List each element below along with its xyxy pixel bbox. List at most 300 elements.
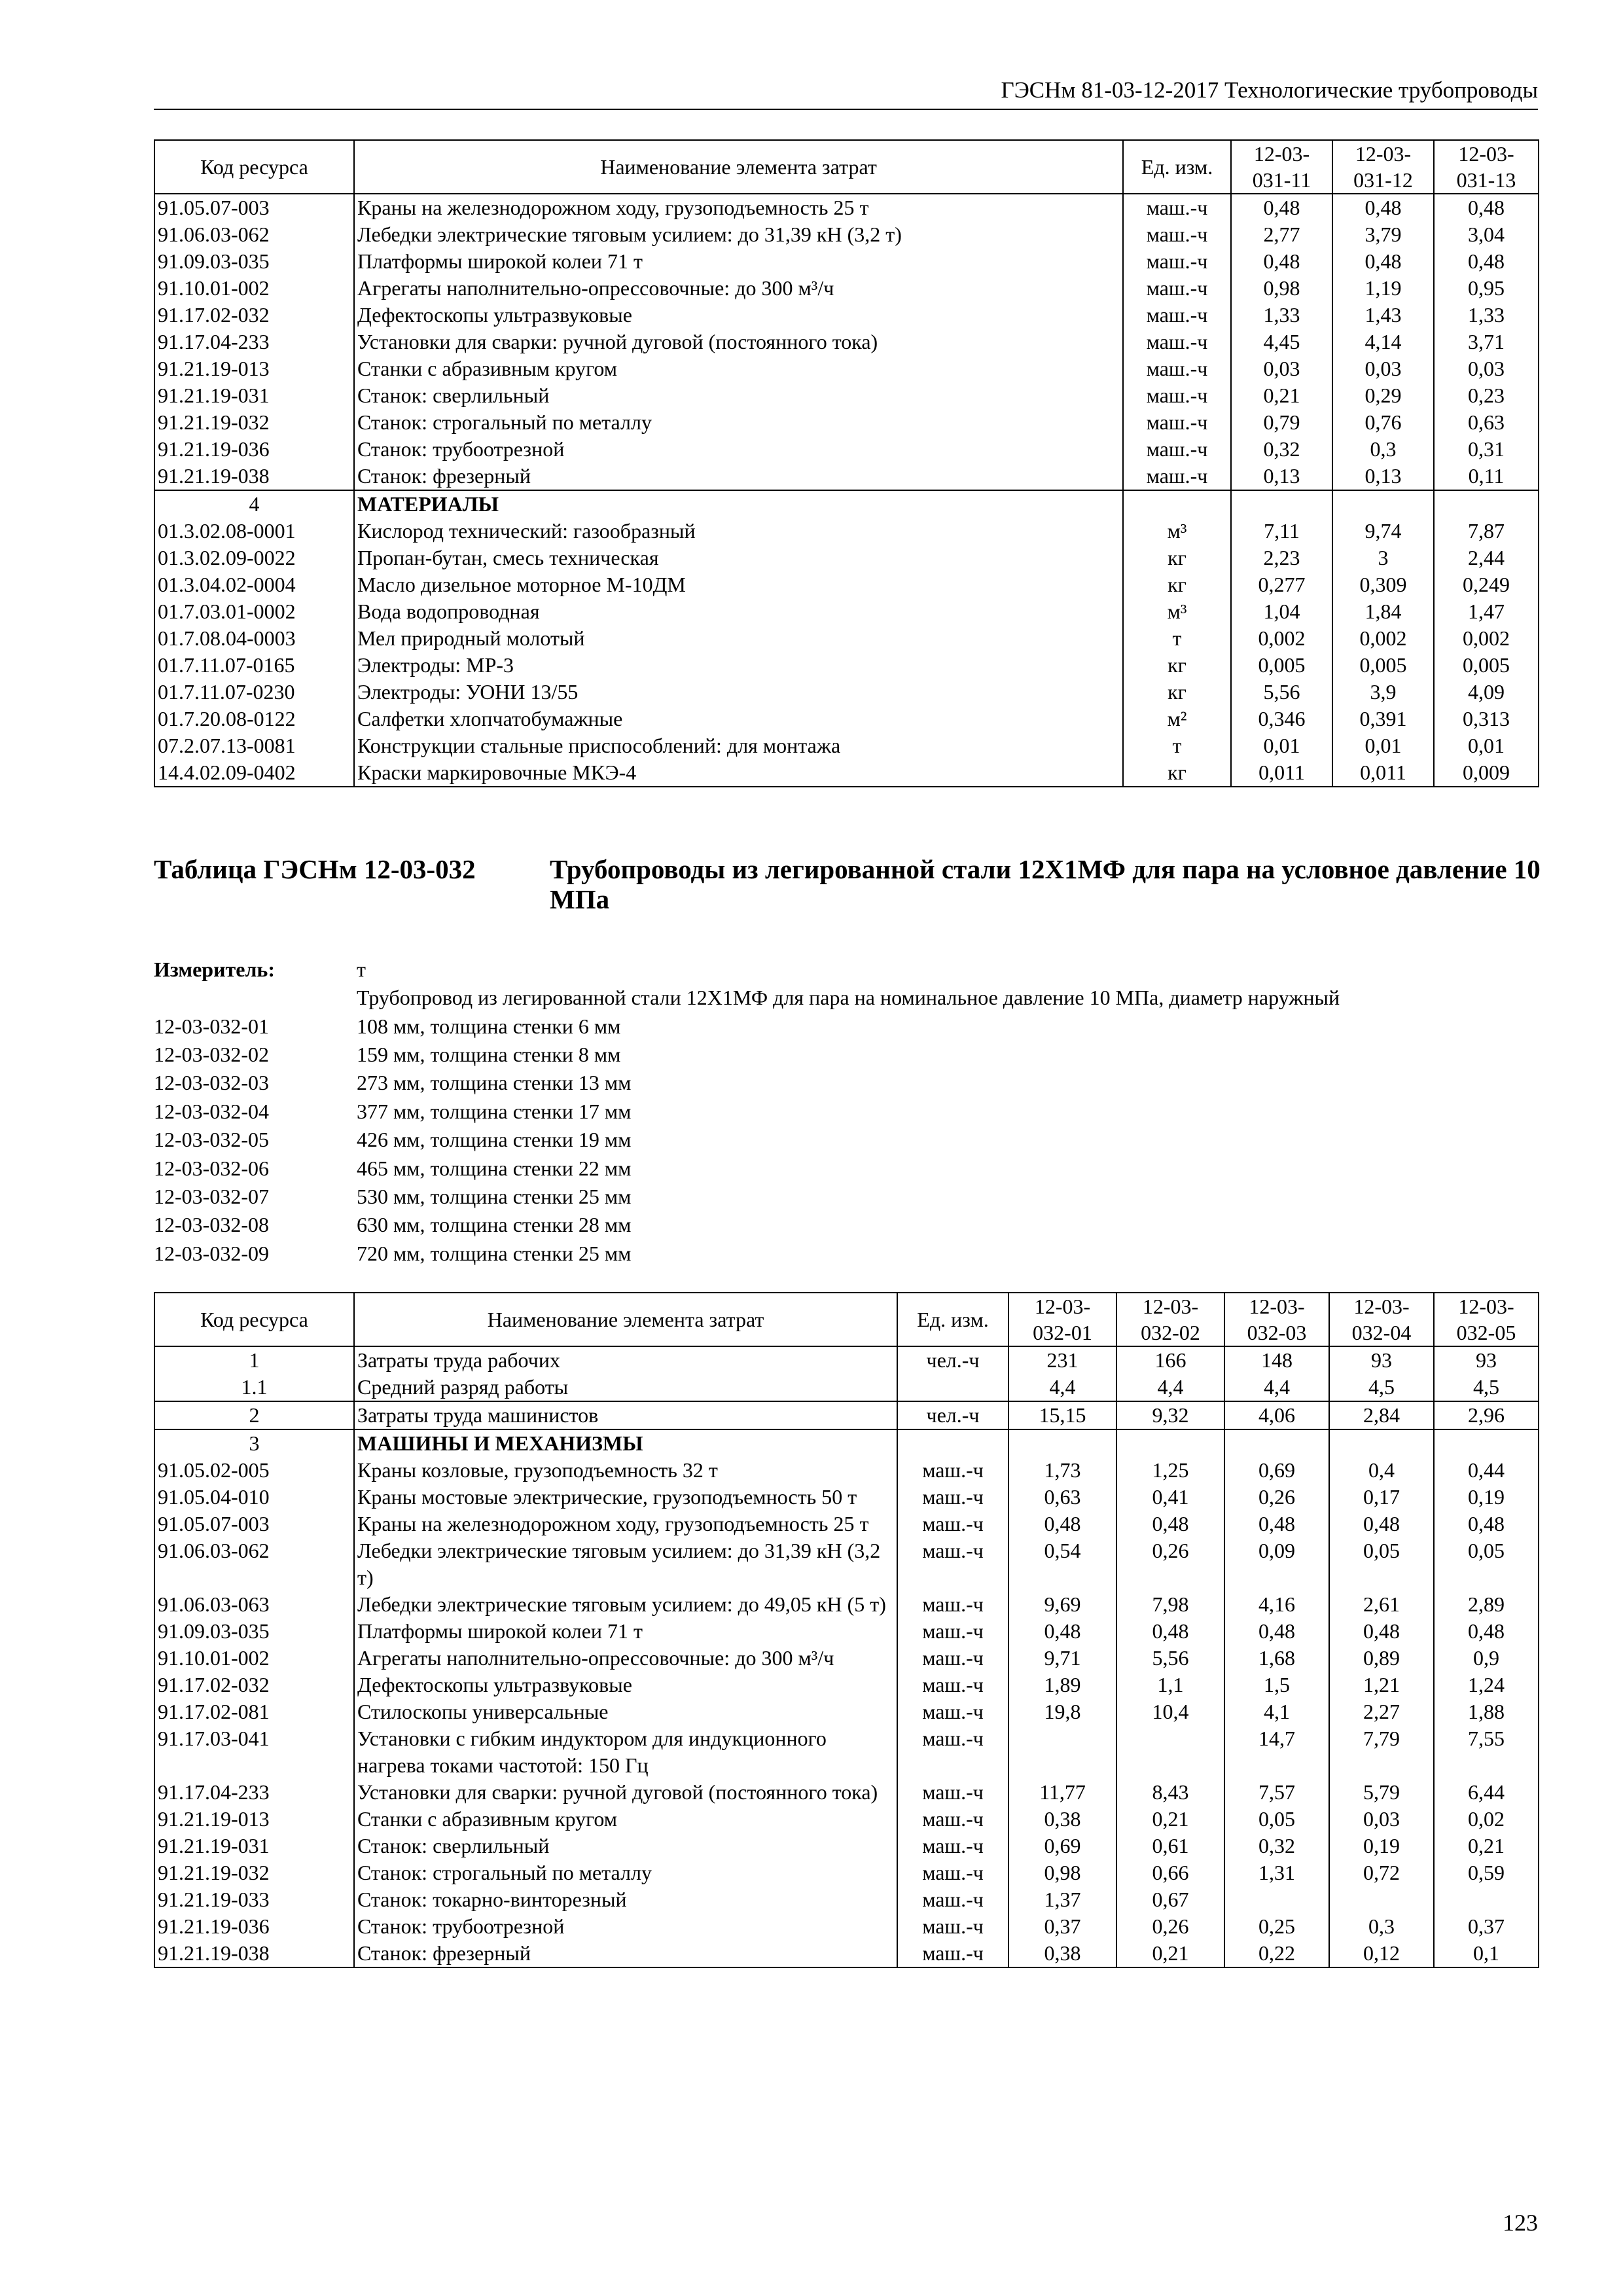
value-cell	[1329, 1429, 1434, 1457]
value-cell: 0,48	[1224, 1618, 1329, 1645]
value-cell: 4,14	[1332, 329, 1434, 355]
column-header: 12-03- 031-12	[1332, 140, 1434, 194]
value-cell: 4,5	[1434, 1374, 1539, 1401]
position-row	[154, 1211, 1554, 1239]
position-code: 12-03-032-04	[154, 1099, 269, 1123]
section-row	[154, 490, 1539, 518]
unit-cell: маш.-ч	[897, 1859, 1008, 1886]
resource-name: Вода водопроводная	[354, 598, 1123, 625]
table-row	[154, 1698, 1539, 1725]
value-cell	[1008, 1429, 1116, 1457]
unit-cell: маш.-ч	[1123, 221, 1231, 248]
value-cell	[1434, 490, 1539, 518]
resource-table-032	[154, 1292, 1539, 1968]
value-cell: 0,76	[1332, 409, 1434, 436]
resource-name: Мел природный молотый	[354, 625, 1123, 652]
resource-code: 91.05.07-003	[154, 194, 354, 221]
value-cell: 0,01	[1434, 732, 1539, 759]
value-cell: 0,09	[1224, 1537, 1329, 1591]
column-header: 12-03- 032-05	[1434, 1293, 1539, 1346]
resource-code: 91.21.19-031	[154, 382, 354, 409]
value-cell: 0,31	[1434, 436, 1539, 463]
resource-code: 91.21.19-032	[154, 1859, 354, 1886]
value-cell: 0,69	[1008, 1833, 1116, 1859]
value-cell: 4,4	[1224, 1374, 1329, 1401]
value-cell: 3,04	[1434, 221, 1539, 248]
resource-code: 91.21.19-013	[154, 355, 354, 382]
column-header: Наименование элемента затрат	[354, 140, 1123, 194]
value-cell: 0,48	[1231, 248, 1332, 275]
resource-code: 91.17.02-081	[154, 1698, 354, 1725]
resource-name: Станок: строгальный по металлу	[354, 1859, 897, 1886]
position-code: 12-03-032-02	[154, 1042, 269, 1066]
unit-cell: маш.-ч	[897, 1913, 1008, 1940]
value-cell: 0,48	[1332, 194, 1434, 221]
resource-code: 3	[154, 1429, 354, 1457]
value-cell: 1,31	[1224, 1859, 1329, 1886]
value-cell: 4,06	[1224, 1401, 1329, 1429]
value-cell: 9,69	[1008, 1591, 1116, 1618]
table-row	[154, 706, 1539, 732]
value-cell: 4,4	[1008, 1374, 1116, 1401]
resource-name: Станок: токарно-винторезный	[354, 1886, 897, 1913]
unit-cell: маш.-ч	[1123, 275, 1231, 302]
resource-code: 14.4.02.09-0402	[154, 759, 354, 787]
value-cell: 3,9	[1332, 679, 1434, 706]
unit-cell: маш.-ч	[897, 1806, 1008, 1833]
value-cell: 15,15	[1008, 1401, 1116, 1429]
resource-code: 91.21.19-036	[154, 1913, 354, 1940]
resource-code: 91.17.02-032	[154, 1672, 354, 1698]
value-cell: 0,21	[1116, 1940, 1224, 1967]
value-cell: 1,19	[1332, 275, 1434, 302]
value-cell: 4,4	[1116, 1374, 1224, 1401]
resource-name: Пропан-бутан, смесь техническая	[354, 545, 1123, 571]
value-cell: 0,37	[1008, 1913, 1116, 1940]
value-cell: 0,72	[1329, 1859, 1434, 1886]
value-cell: 0,3	[1332, 436, 1434, 463]
value-cell: 7,55	[1434, 1725, 1539, 1779]
value-cell: 0,22	[1224, 1940, 1329, 1967]
value-cell: 19,8	[1008, 1698, 1116, 1725]
resource-name: Конструкции стальные приспособлений: для монтажа	[354, 732, 1123, 759]
value-cell: 0,19	[1434, 1484, 1539, 1511]
unit-cell: кг	[1123, 759, 1231, 787]
table-row	[154, 1374, 1539, 1401]
value-cell: 0,48	[1332, 248, 1434, 275]
value-cell	[1231, 490, 1332, 518]
unit-cell: маш.-ч	[1123, 248, 1231, 275]
value-cell: 1,84	[1332, 598, 1434, 625]
value-cell	[1434, 1429, 1539, 1457]
table-row	[154, 518, 1539, 545]
value-cell	[1332, 490, 1434, 518]
resource-code: 91.05.02-005	[154, 1457, 354, 1484]
value-cell: 6,44	[1434, 1779, 1539, 1806]
table-row	[154, 1401, 1539, 1429]
value-cell: 1,43	[1332, 302, 1434, 329]
resource-code: 2	[154, 1401, 354, 1429]
position-code: 12-03-032-08	[154, 1213, 269, 1237]
unit-cell: маш.-ч	[897, 1725, 1008, 1779]
position-code: 12-03-032-06	[154, 1156, 269, 1180]
value-cell: 0,309	[1332, 571, 1434, 598]
unit-cell: маш.-ч	[1123, 409, 1231, 436]
value-cell: 2,61	[1329, 1591, 1434, 1618]
value-cell: 0,63	[1434, 409, 1539, 436]
resource-code: 01.7.11.07-0165	[154, 652, 354, 679]
resource-name: Средний разряд работы	[354, 1374, 897, 1401]
resource-code: 1.1	[154, 1374, 354, 1401]
resource-name: Установки для сварки: ручной дуговой (постоянного тока)	[354, 329, 1123, 355]
value-cell: 0,54	[1008, 1537, 1116, 1591]
unit-cell: маш.-ч	[897, 1886, 1008, 1913]
resource-code: 01.7.20.08-0122	[154, 706, 354, 732]
position-row	[154, 1155, 1554, 1183]
resource-code: 91.17.02-032	[154, 302, 354, 329]
value-cell: 0,26	[1224, 1484, 1329, 1511]
resource-code: 91.21.19-033	[154, 1886, 354, 1913]
resource-table-031	[154, 139, 1539, 787]
position-code: 12-03-032-09	[154, 1241, 269, 1265]
resource-code: 91.10.01-002	[154, 275, 354, 302]
position-code: 12-03-032-05	[154, 1128, 269, 1152]
unit-cell: маш.-ч	[897, 1537, 1008, 1591]
table-row	[154, 652, 1539, 679]
resource-name: Станок: трубоотрезной	[354, 1913, 897, 1940]
resource-name: Станок: сверлильный	[354, 1833, 897, 1859]
value-cell: 2,84	[1329, 1401, 1434, 1429]
unit-cell: маш.-ч	[1123, 382, 1231, 409]
value-cell: 9,74	[1332, 518, 1434, 545]
table-row	[154, 355, 1539, 382]
unit-cell: чел.-ч	[897, 1401, 1008, 1429]
resource-code: 91.06.03-062	[154, 221, 354, 248]
resource-code: 91.21.19-013	[154, 1806, 354, 1833]
value-cell: 0,313	[1434, 706, 1539, 732]
value-cell: 0,89	[1329, 1645, 1434, 1672]
value-cell: 0,03	[1332, 355, 1434, 382]
column-header: Код ресурса	[154, 1293, 354, 1346]
value-cell: 4,5	[1329, 1374, 1434, 1401]
value-cell: 0,32	[1224, 1833, 1329, 1859]
resource-code: 91.21.19-038	[154, 463, 354, 490]
resource-name: Краны на железнодорожном ходу, грузоподъемность 25 т	[354, 194, 1123, 221]
resource-code: 01.7.08.04-0003	[154, 625, 354, 652]
value-cell: 93	[1434, 1346, 1539, 1374]
table-number: Таблица ГЭСНм 12-03-032	[154, 854, 476, 884]
value-cell: 1,89	[1008, 1672, 1116, 1698]
resource-code: 01.7.11.07-0230	[154, 679, 354, 706]
value-cell: 0,13	[1332, 463, 1434, 490]
column-header: 12-03- 032-02	[1116, 1293, 1224, 1346]
value-cell: 0,19	[1329, 1833, 1434, 1859]
table-row	[154, 275, 1539, 302]
table-row	[154, 1618, 1539, 1645]
value-cell: 0,61	[1116, 1833, 1224, 1859]
column-header: 12-03- 032-03	[1224, 1293, 1329, 1346]
value-cell: 0,346	[1231, 706, 1332, 732]
value-cell: 2,23	[1231, 545, 1332, 571]
value-cell: 3,79	[1332, 221, 1434, 248]
page-header	[154, 77, 1538, 110]
value-cell: 0,63	[1008, 1484, 1116, 1511]
value-cell: 0,48	[1329, 1511, 1434, 1537]
value-cell: 0,21	[1231, 382, 1332, 409]
value-cell: 0,48	[1116, 1618, 1224, 1645]
position-text: 630 мм, толщина стенки 28 мм	[357, 1213, 632, 1237]
value-cell	[1116, 1725, 1224, 1779]
value-cell: 0,38	[1008, 1940, 1116, 1967]
unit-cell: т	[1123, 625, 1231, 652]
position-text: 159 мм, толщина стенки 8 мм	[357, 1042, 621, 1066]
column-header: Код ресурса	[154, 140, 354, 194]
table-row	[154, 1940, 1539, 1967]
value-cell: 0,03	[1231, 355, 1332, 382]
unit-cell: маш.-ч	[1123, 329, 1231, 355]
value-cell: 1,88	[1434, 1698, 1539, 1725]
unit-cell: маш.-ч	[897, 1833, 1008, 1859]
resource-name: МАШИНЫ И МЕХАНИЗМЫ	[354, 1429, 897, 1457]
value-cell: 0,277	[1231, 571, 1332, 598]
resource-code: 91.17.03-041	[154, 1725, 354, 1779]
table-name: Трубопроводы из легированной стали 12Х1МФ для пара на условное давление 10 МПа	[550, 854, 1541, 914]
value-cell	[1116, 1429, 1224, 1457]
value-cell: 1,47	[1434, 598, 1539, 625]
value-cell: 2,96	[1434, 1401, 1539, 1429]
resource-code: 01.7.03.01-0002	[154, 598, 354, 625]
value-cell: 4,1	[1224, 1698, 1329, 1725]
value-cell: 0,48	[1224, 1511, 1329, 1537]
resource-code: 91.05.04-010	[154, 1484, 354, 1511]
value-cell: 0,02	[1434, 1806, 1539, 1833]
resource-name: Станки с абразивным кругом	[354, 355, 1123, 382]
value-cell: 0,95	[1434, 275, 1539, 302]
table-row	[154, 1779, 1539, 1806]
value-cell: 0,41	[1116, 1484, 1224, 1511]
resource-name: Затраты труда рабочих	[354, 1346, 897, 1374]
value-cell: 0,48	[1434, 194, 1539, 221]
resource-code: 91.09.03-035	[154, 1618, 354, 1645]
resource-name: Дефектоскопы ультразвуковые	[354, 1672, 897, 1698]
table-row	[154, 436, 1539, 463]
position-row	[154, 1013, 1554, 1041]
value-cell: 0,3	[1329, 1913, 1434, 1940]
value-cell: 0,67	[1116, 1886, 1224, 1913]
value-cell: 0,002	[1231, 625, 1332, 652]
value-cell: 0,69	[1224, 1457, 1329, 1484]
resource-name: Краны на железнодорожном ходу, грузоподъемность 25 т	[354, 1511, 897, 1537]
value-cell: 0,38	[1008, 1806, 1116, 1833]
value-cell: 0,48	[1008, 1511, 1116, 1537]
value-cell: 3	[1332, 545, 1434, 571]
resource-name: Лебедки электрические тяговым усилием: до 49,05 кН (5 т)	[354, 1591, 897, 1618]
unit-cell: маш.-ч	[1123, 194, 1231, 221]
value-cell: 4,45	[1231, 329, 1332, 355]
unit-cell: м³	[1123, 518, 1231, 545]
value-cell: 166	[1116, 1346, 1224, 1374]
resource-code: 91.21.19-036	[154, 436, 354, 463]
value-cell: 0,002	[1434, 625, 1539, 652]
value-cell: 1,33	[1231, 302, 1332, 329]
resource-name: Стилоскопы универсальные	[354, 1698, 897, 1725]
unit-cell: кг	[1123, 571, 1231, 598]
value-cell: 93	[1329, 1346, 1434, 1374]
table-row	[154, 1913, 1539, 1940]
value-cell: 1,21	[1329, 1672, 1434, 1698]
value-cell: 7,11	[1231, 518, 1332, 545]
value-cell: 0,48	[1008, 1618, 1116, 1645]
table-row	[154, 571, 1539, 598]
value-cell: 0,26	[1116, 1913, 1224, 1940]
resource-name: Станок: строгальный по металлу	[354, 409, 1123, 436]
value-cell: 1,68	[1224, 1645, 1329, 1672]
value-cell: 0,011	[1332, 759, 1434, 787]
value-cell: 0,05	[1329, 1537, 1434, 1591]
unit-cell: м³	[1123, 598, 1231, 625]
table-row	[154, 221, 1539, 248]
resource-name: Краски маркировочные МКЭ-4	[354, 759, 1123, 787]
table-row	[154, 1591, 1539, 1618]
value-cell	[1329, 1886, 1434, 1913]
value-cell: 1,1	[1116, 1672, 1224, 1698]
unit-cell	[1123, 490, 1231, 518]
resource-name: Электроды: УОНИ 13/55	[354, 679, 1123, 706]
resource-name: Станки с абразивным кругом	[354, 1806, 897, 1833]
header-title: ГЭСНм 81-03-12-2017 Технологические трубопроводы	[1001, 77, 1538, 103]
value-cell: 0,44	[1434, 1457, 1539, 1484]
value-cell: 8,43	[1116, 1779, 1224, 1806]
value-cell: 0,29	[1332, 382, 1434, 409]
unit-cell: маш.-ч	[897, 1591, 1008, 1618]
value-cell: 14,7	[1224, 1725, 1329, 1779]
value-cell: 0,005	[1434, 652, 1539, 679]
value-cell: 1,73	[1008, 1457, 1116, 1484]
table-row	[154, 1537, 1539, 1591]
value-cell: 0,13	[1231, 463, 1332, 490]
table-header-row	[154, 140, 1539, 194]
table-header-row	[154, 1293, 1539, 1346]
measure-label: Измеритель:	[154, 958, 275, 981]
resource-code: 91.21.19-031	[154, 1833, 354, 1859]
resource-name: Платформы широкой колеи 71 т	[354, 248, 1123, 275]
value-cell: 1,04	[1231, 598, 1332, 625]
value-cell: 7,98	[1116, 1591, 1224, 1618]
position-row	[154, 1069, 1554, 1097]
resource-name: Затраты труда машинистов	[354, 1401, 897, 1429]
value-cell	[1224, 1429, 1329, 1457]
value-cell: 3,71	[1434, 329, 1539, 355]
resource-code: 91.21.19-038	[154, 1940, 354, 1967]
resource-name: Салфетки хлопчатобумажные	[354, 706, 1123, 732]
table-row	[154, 598, 1539, 625]
value-cell: 0,1	[1434, 1940, 1539, 1967]
resource-name: Лебедки электрические тяговым усилием: до 31,39 кН (3,2 т)	[354, 221, 1123, 248]
position-row	[154, 1041, 1554, 1069]
value-cell: 0,48	[1434, 248, 1539, 275]
position-code: 12-03-032-03	[154, 1071, 269, 1095]
resource-name: Установки с гибким индуктором для индукционного нагрева токами частотой: 150 Гц	[354, 1725, 897, 1779]
column-header: 12-03- 032-04	[1329, 1293, 1434, 1346]
resource-name: Кислород технический: газообразный	[354, 518, 1123, 545]
value-cell: 0,32	[1231, 436, 1332, 463]
value-cell	[1434, 1886, 1539, 1913]
resource-name: Масло дизельное моторное М-10ДМ	[354, 571, 1123, 598]
value-cell: 0,009	[1434, 759, 1539, 787]
resource-name: МАТЕРИАЛЫ	[354, 490, 1123, 518]
value-cell: 0,03	[1329, 1806, 1434, 1833]
value-cell: 0,59	[1434, 1859, 1539, 1886]
value-cell: 0,005	[1231, 652, 1332, 679]
unit-cell: маш.-ч	[1123, 355, 1231, 382]
table-row	[154, 1725, 1539, 1779]
unit-cell: маш.-ч	[897, 1940, 1008, 1967]
table-body	[154, 1346, 1539, 1967]
value-cell: 231	[1008, 1346, 1116, 1374]
value-cell: 4,16	[1224, 1591, 1329, 1618]
table-row	[154, 1484, 1539, 1511]
value-cell: 0,011	[1231, 759, 1332, 787]
unit-cell: м²	[1123, 706, 1231, 732]
resource-name: Станок: трубоотрезной	[354, 436, 1123, 463]
resource-name: Лебедки электрические тяговым усилием: до 31,39 кН (3,2 т)	[354, 1537, 897, 1591]
position-code: 12-03-032-01	[154, 1014, 269, 1038]
value-cell: 0,11	[1434, 463, 1539, 490]
resource-name: Агрегаты наполнительно-опрессовочные: до 300 м³/ч	[354, 275, 1123, 302]
resource-name: Дефектоскопы ультразвуковые	[354, 302, 1123, 329]
section-row	[154, 1429, 1539, 1457]
unit-cell: маш.-ч	[897, 1511, 1008, 1537]
resource-code: 91.17.04-233	[154, 1779, 354, 1806]
unit-cell: маш.-ч	[897, 1698, 1008, 1725]
value-cell: 0,01	[1332, 732, 1434, 759]
table-row	[154, 732, 1539, 759]
table-row	[154, 194, 1539, 221]
position-row	[154, 1098, 1554, 1126]
unit-cell: т	[1123, 732, 1231, 759]
resource-name: Станок: сверлильный	[354, 382, 1123, 409]
value-cell	[1224, 1886, 1329, 1913]
value-cell: 2,27	[1329, 1698, 1434, 1725]
value-cell: 7,79	[1329, 1725, 1434, 1779]
value-cell: 0,48	[1116, 1511, 1224, 1537]
position-text: 377 мм, толщина стенки 17 мм	[357, 1099, 632, 1123]
table-row	[154, 463, 1539, 490]
resource-name: Установки для сварки: ручной дуговой (постоянного тока)	[354, 1779, 897, 1806]
position-row	[154, 1126, 1554, 1154]
value-cell: 1,25	[1116, 1457, 1224, 1484]
position-text: 530 мм, толщина стенки 25 мм	[357, 1184, 632, 1208]
value-cell: 2,89	[1434, 1591, 1539, 1618]
value-cell: 0,05	[1224, 1806, 1329, 1833]
table-row	[154, 1859, 1539, 1886]
resource-code: 01.3.04.02-0004	[154, 571, 354, 598]
value-cell: 148	[1224, 1346, 1329, 1374]
measure-description: Трубопровод из легированной стали 12Х1МФ для пара на номинальное давление 10 МПа, диаметр наружный	[357, 986, 1340, 1009]
value-cell: 0,03	[1434, 355, 1539, 382]
resource-code: 91.21.19-032	[154, 409, 354, 436]
resource-name: Краны мостовые электрические, грузоподъемность 50 т	[354, 1484, 897, 1511]
unit-cell: маш.-ч	[1123, 463, 1231, 490]
value-cell: 5,79	[1329, 1779, 1434, 1806]
value-cell: 0,21	[1434, 1833, 1539, 1859]
unit-cell	[897, 1374, 1008, 1401]
value-cell: 0,48	[1434, 1511, 1539, 1537]
table-row	[154, 382, 1539, 409]
value-cell: 1,5	[1224, 1672, 1329, 1698]
value-cell: 2,44	[1434, 545, 1539, 571]
value-cell: 0,79	[1231, 409, 1332, 436]
